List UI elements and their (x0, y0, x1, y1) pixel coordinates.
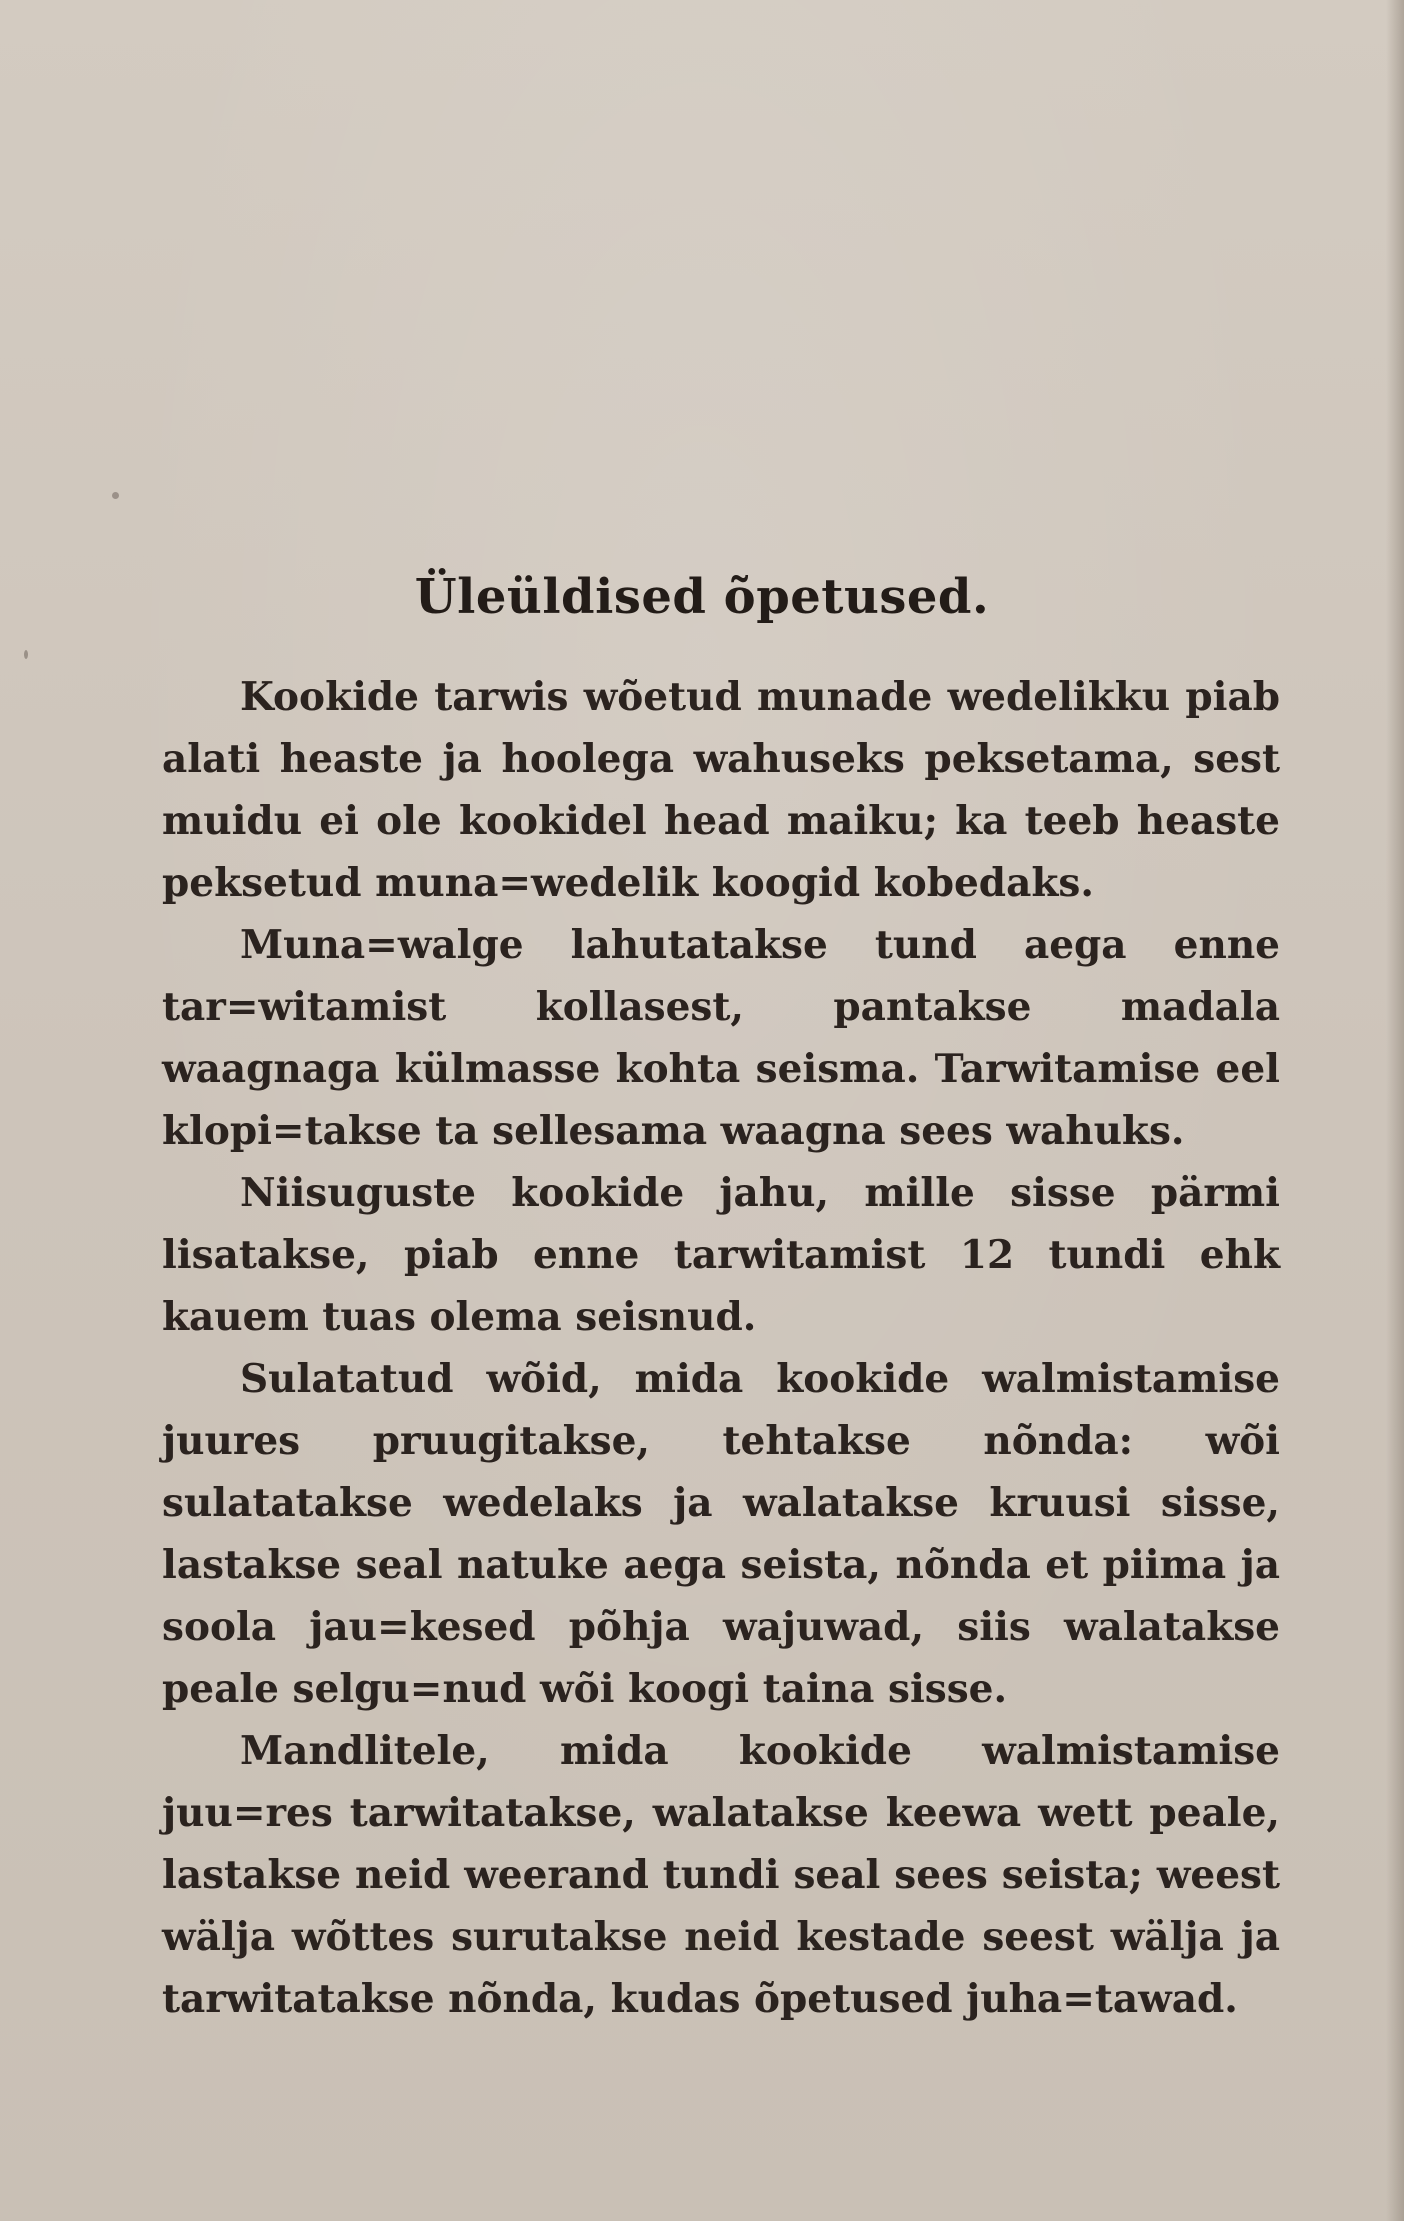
paper-speck (112, 492, 119, 499)
paragraph-flour: Niisuguste kookide jahu, mille sisse pärmi lisatakse, piab enne tarwitamist 12 tundi ehk kauem tuas olema seisnud. (162, 1170, 1280, 1340)
page-edge-shadow (1386, 0, 1404, 2221)
section-heading: Üleüldised õpetused. (414, 569, 990, 625)
paragraph-almonds: Mandlitele, mida kookide walmistamise juu=res tarwitatakse, walatakse keewa wett peale, lastakse neid weerand tundi seal sees seista; weest wälja wõttes surutakse neid kestade seest wälja ja tarwitatakse nõnda, kudas õpetused juha=tawad. (162, 1728, 1280, 2022)
paragraph-butter: Sulatatud wõid, mida kookide walmistamise juures pruugitakse, tehtakse nõnda: wõi sulatatakse wedelaks ja walatakse kruusi sisse, lastakse seal natuke aega seista, nõnda et piima ja soola jau=kesed põhja wajuwad, siis walatakse peale selgu=nud wõi koogi taina sisse. (162, 1356, 1280, 1712)
paragraph-eggs: Kookide tarwis wõetud munade wedelikku piab alati heaste ja hoolega wahuseks peksetama, sest muidu ei ole kookidel head maiku; ka teeb heaste peksetud muna=wedelik koogid kobedaks. (162, 674, 1280, 906)
paragraph-egg-whites: Muna=walge lahutatakse tund aega enne tar=witamist kollasest, pantakse madala waagnaga külmasse kohta seisma. Tarwitamise eel klopi=takse ta sellesama waagna sees wahuks. (162, 922, 1280, 1154)
body-text (162, 666, 1280, 2030)
paper-speck (24, 650, 28, 659)
